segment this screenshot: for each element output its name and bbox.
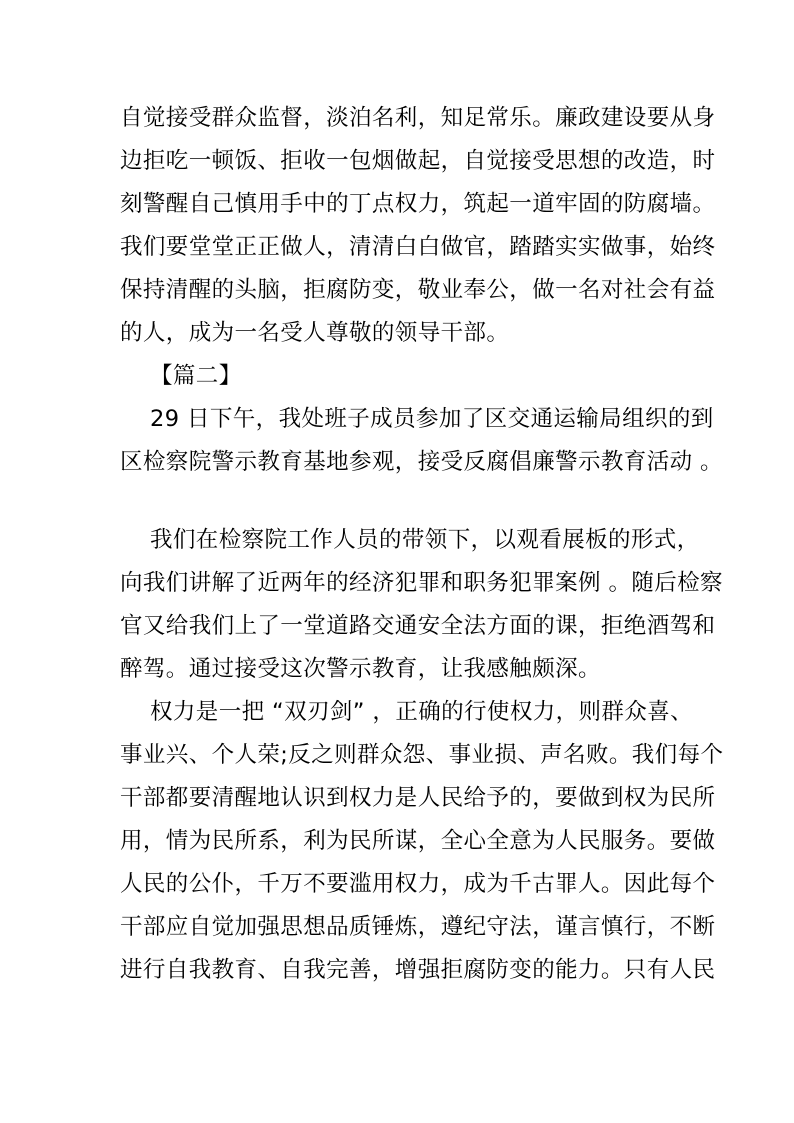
text-line: 权力是一把 “双刃剑” ，正确的行使权力，则群众喜、	[150, 699, 694, 725]
text-line: 向我们讲解了近两年的经济犯罪和职务犯罪案例 。随后检察	[120, 570, 723, 596]
text-line: 事业兴、个人荣;反之则群众怨、事业损、声名败。我们每个	[120, 742, 724, 768]
text-line: 29 日下午，我处班子成员参加了区交通运输局组织的到	[150, 406, 714, 432]
text-line: 的人，成为一名受人尊敬的领导干部。	[120, 320, 510, 346]
text-line: 我们在检察院工作人员的带领下，以观看展板的形式，	[150, 527, 700, 553]
text-line: 用，情为民所系，利为民所谋，全心全意为人民服务。要做	[120, 828, 716, 854]
text-line: 官又给我们上了一堂道路交通安全法方面的课，拒绝酒驾和	[120, 613, 716, 639]
text-line: 醉驾。通过接受这次警示教育，让我感触颇深。	[120, 656, 601, 682]
text-line: 自觉接受群众监督，淡泊名利，知足常乐。廉政建设要从身	[120, 105, 716, 131]
text-line: 边拒吃一顿饭、拒收一包烟做起，自觉接受思想的改造，时	[120, 148, 716, 174]
text-line: 区检察院警示教育基地参观，接受反腐倡廉警示教育活动 。	[120, 449, 723, 475]
text-line: 刻警醒自己慎用手中的丁点权力，筑起一道牢固的防腐墙。	[120, 191, 716, 217]
text-line: 进行自我教育、自我完善，增强拒腐防变的能力。只有人民	[120, 957, 716, 983]
text-line: 人民的公仆，千万不要滥用权力，成为千古罪人。因此每个	[120, 871, 716, 897]
text-line: 我们要堂堂正正做人，清清白白做官，踏踏实实做事，始终	[120, 234, 716, 260]
text-line: 干部都要清醒地认识到权力是人民给予的，要做到权为民所	[120, 785, 716, 811]
section-heading: 【篇二】	[150, 363, 242, 389]
text-line: 干部应自觉加强思想品质锤炼，遵纪守法，谨言慎行，不断	[120, 914, 716, 940]
text-line: 保持清醒的头脑，拒腐防变，敬业奉公，做一名对社会有益	[120, 277, 716, 303]
